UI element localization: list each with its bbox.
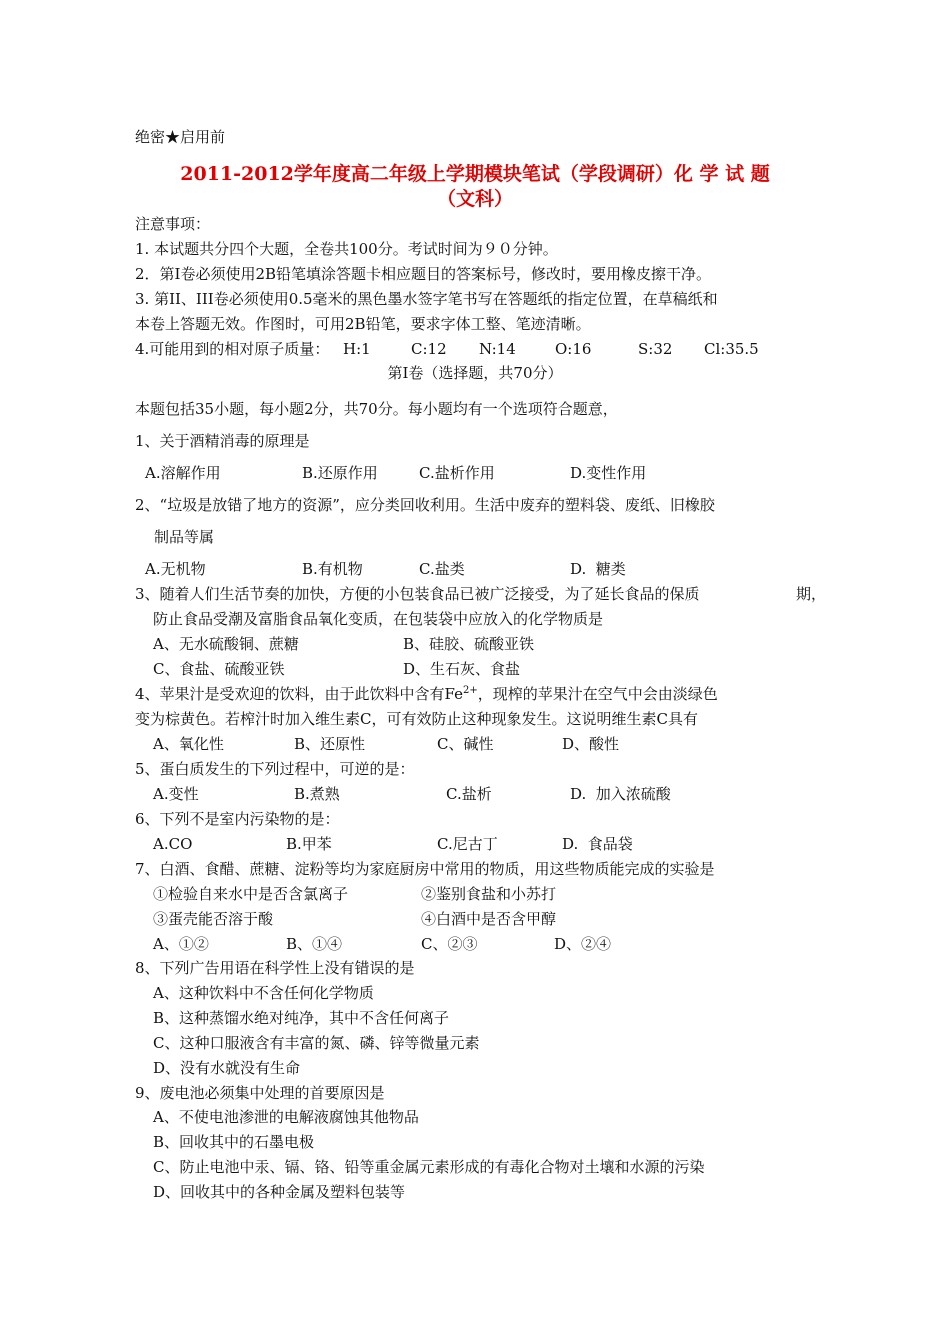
- note-3a: 3. 第II、III卷必须使用0.5毫米的黑色墨水签字笔书写在答题纸的指定位置，在草稿纸和: [135, 290, 718, 308]
- mass-s: S:32: [638, 340, 673, 358]
- q9-option-d: D、回收其中的各种金属及塑料包装等: [153, 1183, 406, 1201]
- q6-option-a: A.CO: [153, 835, 193, 853]
- q8-option-b: B、这种蒸馏水绝对纯净，其中不含任何离子: [153, 1009, 450, 1027]
- q6-option-c: C.尼古丁: [437, 835, 498, 853]
- q4-stem-2: 变为棕黄色。若榨汁时加入维生素C，可有效防止这种现象发生。这说明维生素C具有: [135, 710, 698, 728]
- q1-option-d: D.变性作用: [570, 464, 647, 482]
- q4-option-d: D、酸性: [562, 735, 620, 753]
- exam-subtitle: （文科）: [436, 188, 513, 210]
- q3-option-d: D、生石灰、食盐: [403, 660, 521, 678]
- confidential-label: 绝密★启用前: [135, 128, 226, 146]
- q4-stem-1b: ，现榨的苹果汁在空气中会由淡绿色: [477, 685, 718, 703]
- q5-option-d: D. 加入浓硫酸: [570, 785, 671, 803]
- q4-option-a: A、氧化性: [153, 735, 224, 753]
- section-intro: 本题包括35小题，每小题2分，共70分。每小题均有一个选项符合题意，: [135, 400, 618, 418]
- q4-option-c: C、碱性: [437, 735, 494, 753]
- mass-h: H:1: [343, 340, 371, 358]
- mass-o: O:16: [555, 340, 592, 358]
- q9-stem: 9、废电池必须集中处理的首要原因是: [135, 1084, 385, 1102]
- q2-stem-2: 制品等属: [154, 528, 215, 546]
- q4-option-b: B、还原性: [294, 735, 366, 753]
- q4-superscript: 2+: [463, 685, 478, 696]
- q3-stem-1: 3、随着人们生活节奏的加快，方便的小包装食品已被广泛接受，为了延长食品的保质: [135, 585, 700, 603]
- q3-option-a: A、无水硫酸铜、蔗糖: [153, 635, 299, 653]
- q5-option-b: B.煮熟: [294, 785, 340, 803]
- q1-stem: 1、关于酒精消毒的原理是: [135, 432, 310, 450]
- q2-option-d: D. 糖类: [570, 560, 626, 578]
- q4-stem-1: [135, 684, 718, 704]
- exam-title: 2011-2012学年度高二年级上学期模块笔试（学段调研）化 学 试 题: [180, 163, 770, 185]
- q4-stem-1a: 4、苹果汁是受欢迎的饮料，由于此饮料中含有Fe: [135, 685, 464, 703]
- q5-stem: 5、蛋白质发生的下列过程中，可逆的是：: [135, 760, 415, 778]
- q6-option-b: B.甲苯: [286, 835, 332, 853]
- q8-option-d: D、没有水就没有生命: [153, 1059, 301, 1077]
- q3-option-c: C、食盐、硫酸亚铁: [153, 660, 285, 678]
- q2-option-a: A.无机物: [145, 560, 206, 578]
- q3-stem-2: 防止食品受潮及富脂食品氧化变质，在包装袋中应放入的化学物质是: [153, 610, 604, 628]
- q5-option-c: C.盐析: [446, 785, 492, 803]
- q7-option-b: B、①④: [286, 935, 343, 953]
- q7-option-c: C、②③: [421, 935, 478, 953]
- q7-experiment-2: ②鉴别食盐和小苏打: [421, 885, 557, 903]
- q6-stem: 6、下列不是室内污染物的是：: [135, 810, 340, 828]
- q7-experiment-4: ④白酒中是否含甲醇: [421, 910, 557, 928]
- q9-option-a: A、不使电池渗泄的电解液腐蚀其他物品: [153, 1108, 419, 1126]
- section-title: 第Ⅰ卷（选择题，共70分）: [387, 364, 563, 382]
- mass-cl: Cl:35.5: [704, 340, 759, 358]
- mass-c: C:12: [411, 340, 447, 358]
- q7-experiment-3: ③蛋壳能否溶于酸: [153, 910, 274, 928]
- q2-stem-1: 2、“垃圾是放错了地方的资源”，应分类回收利用。生活中废弃的塑料袋、废纸、旧橡胶: [135, 496, 715, 514]
- note-2: 2．第Ⅰ卷必须使用2B铅笔填涂答题卡相应题目的答案标号，修改时，要用橡皮擦干净。: [135, 265, 712, 283]
- q3-stem-1-end: 期，: [796, 585, 827, 603]
- q8-stem: 8、下列广告用语在科学性上没有错误的是: [135, 959, 415, 977]
- q3-option-b: B、硅胶、硫酸亚铁: [403, 635, 535, 653]
- note-3b: 本卷上答题无效。作图时，可用2B铅笔，要求字体工整、笔迹清晰。: [135, 315, 591, 333]
- note-4-prefix: 4.可能用到的相对原子质量：: [135, 340, 330, 358]
- q7-stem: 7、白酒、食醋、蔗糖、淀粉等均为家庭厨房中常用的物质，用这些物质能完成的实验是: [135, 860, 715, 878]
- q7-option-a: A、①②: [153, 935, 209, 953]
- q1-option-c: C.盐析作用: [419, 464, 495, 482]
- q7-experiment-1: ①检验自来水中是否含氯离子: [153, 885, 349, 903]
- q7-option-d: D、②④: [554, 935, 612, 953]
- q1-option-b: B.还原作用: [302, 464, 378, 482]
- q9-option-b: B、回收其中的石墨电极: [153, 1133, 315, 1151]
- q2-option-c: C.盐类: [419, 560, 465, 578]
- mass-n: N:14: [479, 340, 516, 358]
- q5-option-a: A.变性: [153, 785, 199, 803]
- q8-option-a: A、这种饮料中不含任何化学物质: [153, 984, 374, 1002]
- q8-option-c: C、这种口服液含有丰富的氮、磷、锌等微量元素: [153, 1034, 480, 1052]
- q6-option-d: D. 食品袋: [562, 835, 633, 853]
- note-1: 1. 本试题共分四个大题，全卷共100分。考试时间为９０分钟。: [135, 240, 558, 258]
- notes-heading: 注意事项：: [135, 215, 211, 233]
- q1-option-a: A.溶解作用: [145, 464, 221, 482]
- q2-option-b: B.有机物: [302, 560, 363, 578]
- q9-option-c: C、防止电池中汞、镉、铬、铅等重金属元素形成的有毒化合物对土壤和水源的污染: [153, 1158, 705, 1176]
